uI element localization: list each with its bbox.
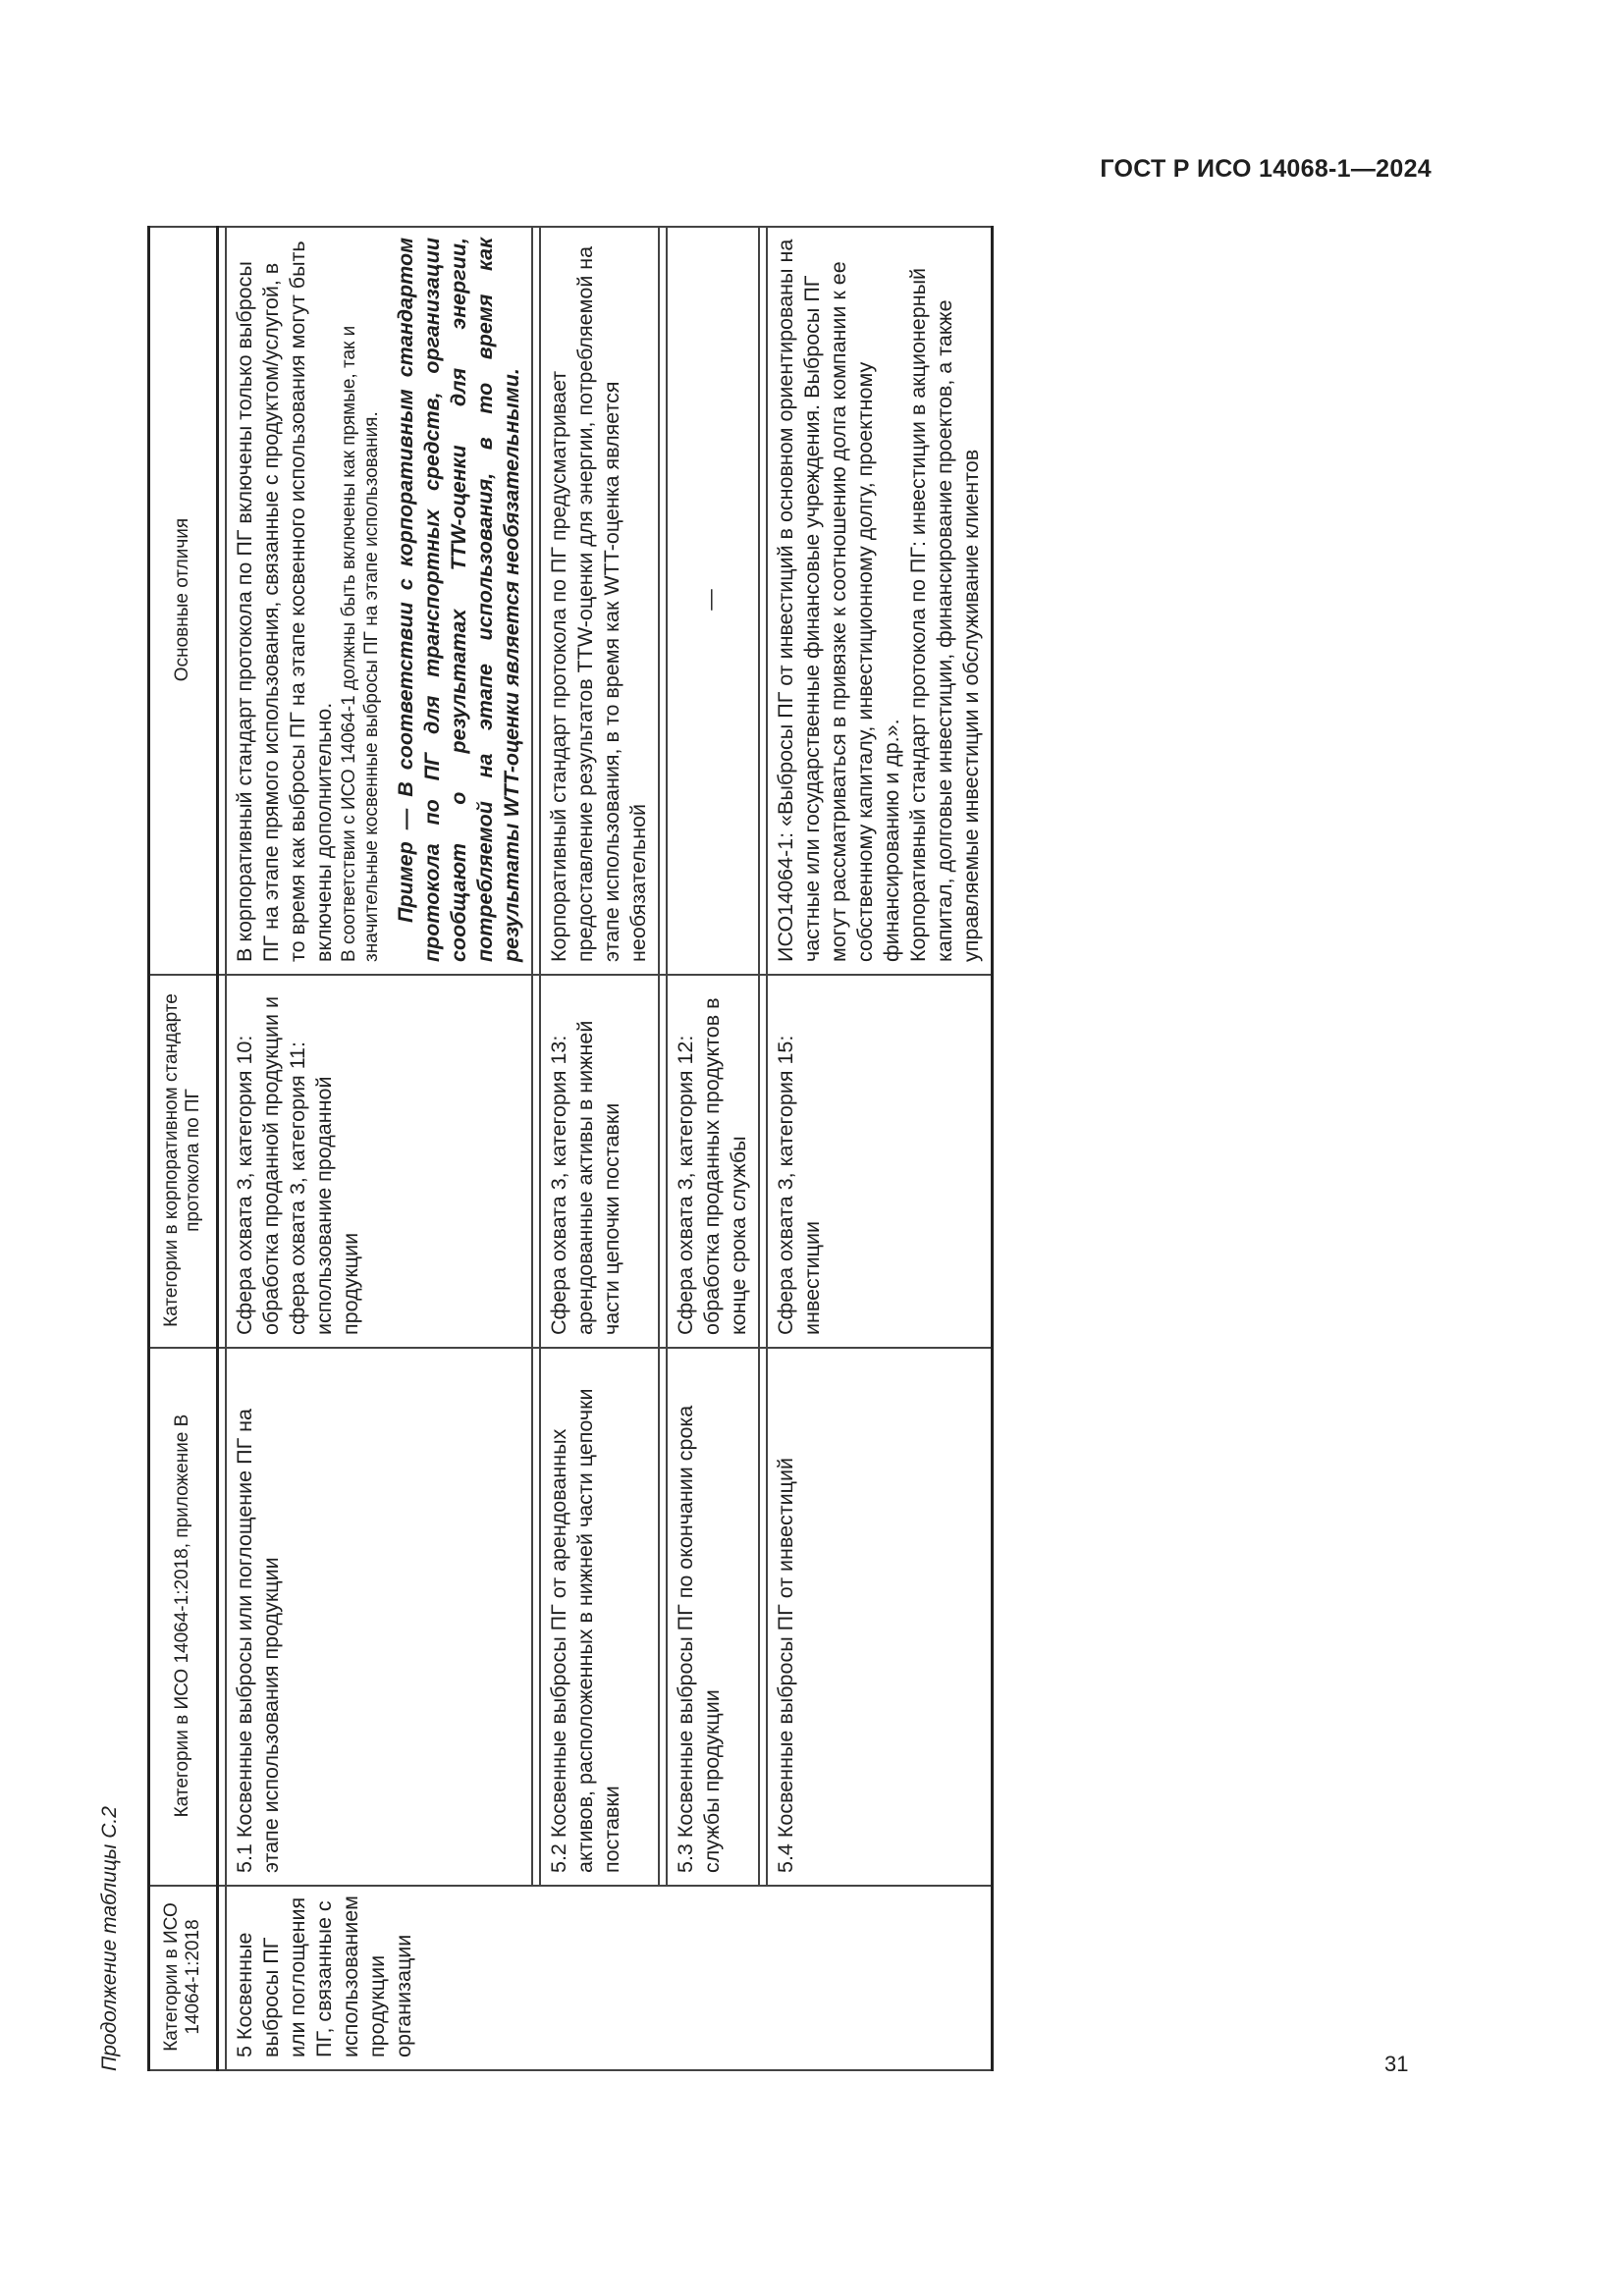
corporate-cell: Сфера охвата 3, категория 10: обработка проданной продукции и сфера охвата 3, категория 11: использование проданной продукции — [226, 975, 532, 1348]
table-spacer-row — [759, 227, 767, 2070]
annex-b-cell: 5.4 Косвенные выбросы ПГ от инвестиций — [767, 1348, 993, 1886]
header-main-differences: Основные отличия — [149, 227, 218, 975]
difference-text: В корпоративный стандарт протокола по ПГ включены только выбросы ПГ на этапе прямого использования, связанные с продуктом/услугой, в то время как выбросы ПГ на этапе косвенного использования могут быть включены дополнительно. — [233, 240, 336, 962]
comparison-table — [147, 226, 994, 2071]
differences-cell — [226, 227, 532, 975]
table-spacer-row — [218, 227, 227, 2070]
annex-b-cell: 5.1 Косвенные выбросы или поглощение ПГ на этапе использования продукции — [226, 1348, 532, 1886]
table-header-row — [149, 227, 218, 2070]
header-annex-b-categories: Категории в ИСО 14064-1:2018, приложение В — [149, 1348, 218, 1886]
table-spacer-row — [532, 227, 540, 2070]
document-header: ГОСТ Р ИСО 14068-1—2024 — [1100, 155, 1432, 183]
table-spacer-row — [659, 227, 667, 2070]
example-note: Пример — В соответствии с корпоративным стандартом протокола по ПГ для транспортных средств, организации сообщают о результатах TTW-оценки для энергии, потребляемой на этапе использования, в то время как результаты WTT-оценки является необязательными. — [394, 238, 523, 962]
table-caption: Продолжение таблицы С.2 — [98, 1806, 121, 2071]
differences-cell: Корпоративный стандарт протокола по ПГ предусматривает предоставление результатов TTW-оценки для энергии, потребляемой на этапе использования, в то время как WTT-оценка является необязательной — [540, 227, 659, 975]
main-category-cell: 5 Косвенные выбросы ПГ или поглощения ПГ, связанные с использованием продукции организации — [226, 1886, 993, 2070]
difference-text: В соответствии с ИСО 14064-1 должны быть включены как прямые, так и значительные косвенные выбросы ПГ на этапе использования. — [339, 325, 382, 962]
header-corporate-categories: Категории в корпоративном стандарте протокола по ПГ — [149, 975, 218, 1348]
annex-b-cell: 5.3 Косвенные выбросы ПГ по окончании срока службы продукции — [667, 1348, 759, 1886]
corporate-cell: Сфера охвата 3, категория 15: инвестиции — [767, 975, 993, 1348]
table-row — [226, 227, 532, 2070]
differences-cell: — — [667, 227, 759, 975]
page-number: 31 — [1384, 2052, 1409, 2076]
difference-text: ИСО14064-1: «Выбросы ПГ от инвестиций в основном ориентированы на частные или государственные финансовые учреждения. Выбросы ПГ могут рассматриваться в привязке к соотношению долга компании к ее собственному капиталу, инвестиционному долгу, проектному финансированию и др.». — [774, 239, 903, 962]
rotated-table-page — [98, 226, 1296, 2071]
table-row — [767, 227, 993, 2070]
table-row — [540, 227, 659, 2070]
table-row — [667, 227, 759, 2070]
annex-b-cell: 5.2 Косвенные выбросы ПГ от арендованных активов, расположенных в нижней части цепочки поставки — [540, 1348, 659, 1886]
header-iso-categories: Категории в ИСО 14064-1:2018 — [149, 1886, 218, 2070]
differences-cell — [767, 227, 993, 975]
corporate-cell: Сфера охвата 3, категория 12: обработка проданных продуктов в конце срока службы — [667, 975, 759, 1348]
difference-text: Корпоративный стандарт протокола по ПГ: инвестиции в акционерный капитал, долговые инвестиции, финансирование проектов, а также управляемые инвестиции и обслуживание клиентов — [906, 267, 983, 962]
corporate-cell: Сфера охвата 3, категория 13: арендованные активы в нижней части цепочки поставки — [540, 975, 659, 1348]
